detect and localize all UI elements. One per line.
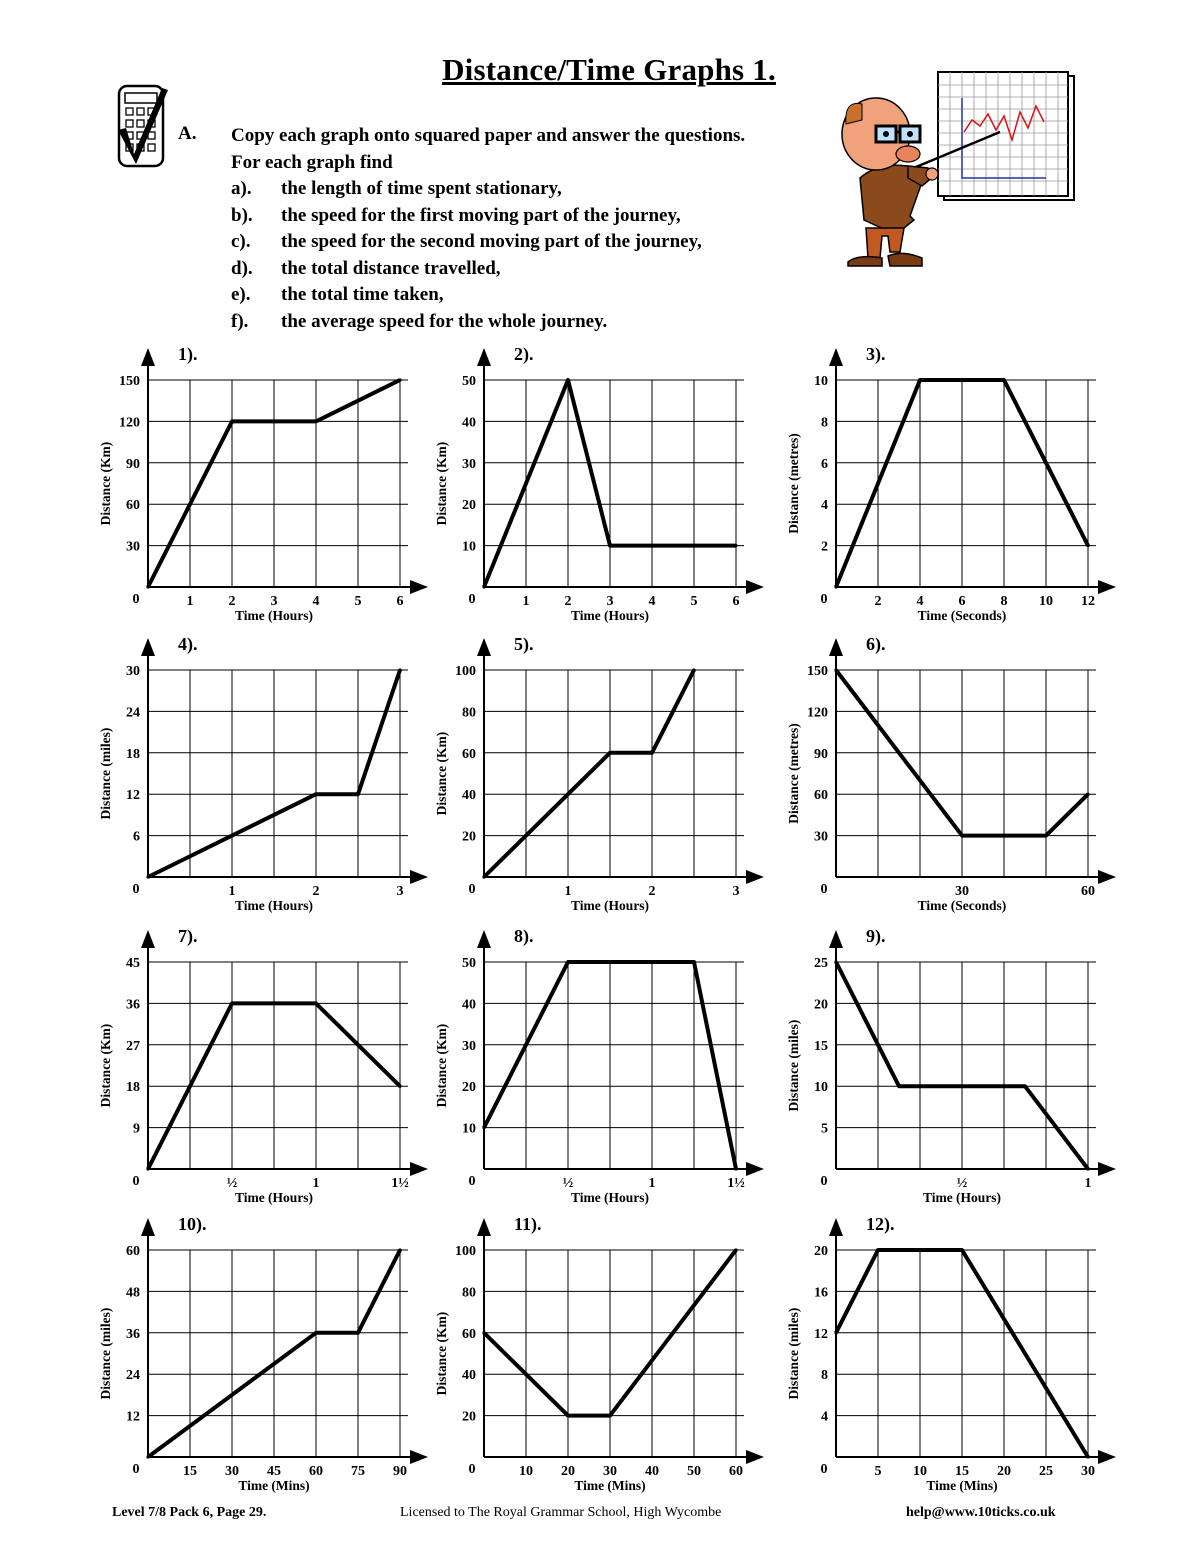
journey-point (834, 1331, 837, 1334)
journey-point (566, 1414, 569, 1417)
x-axis-label: Time (Hours) (234, 1190, 314, 1205)
y-axis-arrow (829, 930, 843, 948)
y-tick-label: 16 (814, 1285, 828, 1301)
y-tick-label: 60 (462, 746, 476, 762)
distance-time-graph (434, 926, 764, 1205)
x-tick-label: 1 (1084, 1176, 1092, 1191)
journey-point (230, 420, 233, 423)
page-title: Distance/Time Graphs 1. (442, 52, 776, 87)
x-axis-label: Time (Hours) (570, 608, 650, 623)
y-tick-label: 6 (821, 456, 828, 472)
y-tick-label: 10 (462, 539, 476, 555)
x-axis-arrow (1098, 1162, 1116, 1176)
journey-point (692, 960, 695, 963)
y-tick-label: 20 (462, 1409, 476, 1425)
x-tick-label: 2 (228, 594, 236, 609)
x-axis-arrow (1098, 1450, 1116, 1464)
graph-number: 7). (178, 926, 198, 946)
journey-point (566, 378, 569, 381)
x-tick-label: 45 (267, 1464, 281, 1479)
y-tick-label: 40 (462, 1368, 476, 1384)
x-tick-label: 2 (874, 594, 882, 609)
graph-number: 10). (178, 1214, 207, 1234)
distance-time-graph (434, 344, 764, 623)
x-axis-arrow (410, 1162, 428, 1176)
x-tick-label: 50 (687, 1464, 701, 1479)
y-tick-label: 27 (126, 1038, 140, 1054)
y-tick-label: 40 (462, 415, 476, 431)
origin-label: 0 (132, 1174, 140, 1189)
x-tick-label: 3 (270, 594, 278, 609)
footer-contact: help@www.10ticks.co.uk (906, 1505, 1056, 1520)
x-tick-label: 1 (312, 1176, 320, 1191)
origin-label: 0 (468, 1174, 476, 1189)
y-tick-label: 80 (462, 705, 476, 721)
origin-label: 0 (468, 882, 476, 897)
journey-point (650, 751, 653, 754)
y-tick-label: 30 (126, 539, 140, 555)
journey-point (482, 585, 485, 588)
journey-point (146, 1167, 149, 1170)
y-axis-label: Distance (Km) (98, 441, 113, 526)
x-tick-label: ½ (562, 1176, 574, 1191)
x-tick-label: 4 (916, 594, 924, 609)
footer-license: Licensed to The Royal Grammar School, High Wycombe (400, 1505, 722, 1520)
x-tick-label: 5 (690, 594, 698, 609)
y-tick-label: 12 (814, 1326, 828, 1342)
x-axis-arrow (410, 870, 428, 884)
y-axis-arrow (141, 348, 155, 366)
y-tick-label: 150 (807, 664, 828, 679)
x-tick-label: 1½ (391, 1176, 409, 1191)
journey-line (484, 670, 694, 877)
y-tick-label: 4 (821, 498, 828, 514)
question-text: the average speed for the whole journey. (281, 310, 608, 332)
x-axis-arrow (746, 580, 764, 594)
journey-point (1086, 793, 1089, 796)
journey-point (834, 960, 837, 963)
y-tick-label: 2 (821, 539, 828, 555)
graph-number: 2). (514, 344, 534, 364)
x-tick-label: 3 (606, 594, 614, 609)
x-tick-label: 5 (874, 1464, 882, 1479)
y-tick-label: 12 (126, 1409, 140, 1425)
distance-time-graph (98, 634, 428, 913)
y-axis-arrow (829, 1218, 843, 1236)
journey-point (482, 1126, 485, 1129)
journey-point (356, 793, 359, 796)
y-tick-label: 90 (126, 456, 140, 472)
question-label: f). (231, 310, 249, 332)
y-tick-label: 20 (462, 498, 476, 514)
x-axis-label: Time (Seconds) (917, 608, 1007, 623)
journey-point (1086, 1167, 1089, 1170)
y-tick-label: 100 (455, 1244, 476, 1259)
y-axis-arrow (477, 348, 491, 366)
origin-label: 0 (820, 1174, 828, 1189)
journey-point (1023, 1085, 1026, 1088)
y-axis-arrow (829, 638, 843, 656)
journey-point (314, 1331, 317, 1334)
y-tick-label: 90 (814, 746, 828, 762)
footer-page-ref: Level 7/8 Pack 6, Page 29. (112, 1505, 267, 1520)
journey-point (1044, 834, 1047, 837)
y-tick-label: 40 (462, 997, 476, 1013)
x-tick-label: 30 (603, 1464, 617, 1479)
x-tick-label: 6 (958, 594, 966, 609)
x-tick-label: 12 (1081, 594, 1095, 609)
journey-point (960, 834, 963, 837)
journey-point (398, 378, 401, 381)
graph-number: 12). (866, 1214, 895, 1234)
y-tick-label: 12 (126, 788, 140, 804)
journey-point (734, 1248, 737, 1251)
y-tick-label: 100 (455, 664, 476, 679)
question-text: the speed for the second moving part of the journey, (281, 231, 702, 252)
x-axis-arrow (1098, 870, 1116, 884)
y-tick-label: 120 (119, 415, 140, 431)
x-tick-label: 6 (396, 594, 404, 609)
x-axis-arrow (746, 1162, 764, 1176)
question-label: a). (231, 178, 252, 199)
question-label: e). (231, 284, 251, 305)
y-axis-arrow (477, 638, 491, 656)
y-axis-label: Distance (Km) (434, 731, 449, 816)
distance-time-graph (434, 634, 764, 913)
y-tick-label: 10 (814, 1080, 828, 1096)
origin-label: 0 (132, 1462, 140, 1477)
y-axis-arrow (477, 1218, 491, 1236)
x-tick-label: 30 (955, 884, 969, 899)
x-tick-label: 15 (183, 1464, 197, 1479)
y-axis-label: Distance (metres) (786, 433, 801, 534)
x-tick-label: 75 (351, 1464, 365, 1479)
journey-point (1002, 378, 1005, 381)
x-axis-label: Time (Hours) (570, 898, 650, 913)
origin-label: 0 (820, 1462, 828, 1477)
graph-number: 9). (866, 926, 886, 946)
x-tick-label: 60 (729, 1464, 743, 1479)
x-tick-label: 1 (186, 594, 194, 609)
x-tick-label: 1 (228, 884, 236, 899)
distance-time-graph (786, 344, 1116, 623)
x-tick-label: 8 (1000, 594, 1008, 609)
journey-point (146, 1455, 149, 1458)
y-tick-label: 30 (814, 829, 828, 845)
y-tick-label: 15 (814, 1038, 828, 1054)
journey-point (692, 668, 695, 671)
x-axis-label: Time (Hours) (570, 1190, 650, 1205)
distance-time-graph (786, 1214, 1116, 1493)
x-axis-label: Time (Seconds) (917, 898, 1007, 913)
y-tick-label: 4 (821, 1409, 828, 1425)
x-axis-arrow (746, 1450, 764, 1464)
y-tick-label: 10 (462, 1121, 476, 1137)
x-axis-arrow (1098, 580, 1116, 594)
y-axis-arrow (141, 930, 155, 948)
y-tick-label: 5 (821, 1121, 828, 1137)
x-axis-label: Time (Hours) (922, 1190, 1002, 1205)
question-label: c). (231, 231, 251, 252)
y-tick-label: 20 (462, 1080, 476, 1096)
intro-line: For each graph find (231, 151, 393, 173)
y-tick-label: 9 (133, 1121, 140, 1137)
journey-point (314, 1002, 317, 1005)
y-tick-label: 80 (462, 1285, 476, 1301)
journey-point (314, 793, 317, 796)
question-text: the total distance travelled, (281, 257, 501, 279)
x-tick-label: 2 (312, 884, 320, 899)
y-tick-label: 60 (126, 498, 140, 514)
origin-label: 0 (468, 1462, 476, 1477)
y-axis-label: Distance (Km) (98, 1023, 113, 1108)
x-axis-arrow (410, 1450, 428, 1464)
graph-number: 8). (514, 926, 534, 946)
journey-point (566, 960, 569, 963)
graph-number: 6). (866, 634, 886, 654)
y-tick-label: 25 (814, 956, 828, 971)
question-label: d). (231, 257, 253, 279)
x-tick-label: 5 (354, 594, 362, 609)
x-tick-label: 40 (645, 1464, 659, 1479)
distance-time-graph (98, 926, 428, 1205)
x-tick-label: 30 (225, 1464, 239, 1479)
journey-point (608, 544, 611, 547)
x-tick-label: 3 (732, 884, 740, 899)
y-axis-arrow (477, 930, 491, 948)
x-tick-label: 15 (955, 1464, 969, 1479)
x-tick-label: 25 (1039, 1464, 1053, 1479)
journey-point (146, 585, 149, 588)
x-tick-label: 10 (1039, 594, 1053, 609)
x-tick-label: ½ (956, 1176, 968, 1191)
y-tick-label: 48 (126, 1285, 140, 1301)
journey-point (1086, 1455, 1089, 1458)
journey-point (834, 585, 837, 588)
y-axis-label: Distance (miles) (786, 1019, 801, 1112)
y-tick-label: 8 (821, 1368, 828, 1384)
journey-point (608, 751, 611, 754)
question-text: the length of time spent stationary, (281, 178, 562, 199)
x-tick-label: 2 (564, 594, 572, 609)
y-tick-label: 50 (462, 956, 476, 971)
y-axis-arrow (829, 348, 843, 366)
x-axis-arrow (746, 870, 764, 884)
x-tick-label: 3 (396, 884, 404, 899)
x-tick-label: 10 (519, 1464, 533, 1479)
graph-number: 5). (514, 634, 534, 654)
question-text: the total time taken, (281, 284, 444, 305)
graph-number: 3). (866, 344, 886, 364)
x-axis-label: Time (Mins) (238, 1478, 310, 1493)
distance-time-graph (434, 1214, 764, 1493)
journey-point (960, 1248, 963, 1251)
journey-point (876, 1248, 879, 1251)
y-axis-arrow (141, 638, 155, 656)
y-tick-label: 120 (807, 705, 828, 721)
origin-label: 0 (820, 592, 828, 607)
journey-point (356, 1331, 359, 1334)
origin-label: 0 (132, 592, 140, 607)
journey-point (918, 378, 921, 381)
y-tick-label: 8 (821, 415, 828, 431)
y-tick-label: 36 (126, 997, 140, 1013)
question-label: b). (231, 204, 253, 226)
y-tick-label: 150 (119, 374, 140, 389)
journey-point (314, 420, 317, 423)
x-tick-label: 30 (1081, 1464, 1095, 1479)
y-axis-label: Distance (Km) (434, 1023, 449, 1108)
y-tick-label: 30 (462, 456, 476, 472)
journey-point (398, 1085, 401, 1088)
y-tick-label: 40 (462, 788, 476, 804)
y-tick-label: 20 (814, 997, 828, 1013)
section-label: A. (178, 123, 197, 144)
x-tick-label: 4 (312, 594, 320, 609)
x-tick-label: 6 (732, 594, 740, 609)
graph-number: 4). (178, 634, 198, 654)
journey-point (398, 1248, 401, 1251)
x-tick-label: 1½ (727, 1176, 745, 1191)
journey-point (482, 875, 485, 878)
question-text: the speed for the first moving part of the journey, (281, 204, 681, 226)
y-tick-label: 18 (126, 1080, 140, 1096)
x-tick-label: 1 (522, 594, 530, 609)
y-axis-label: Distance (Km) (434, 1311, 449, 1396)
y-tick-label: 60 (126, 1244, 140, 1259)
y-tick-label: 50 (462, 374, 476, 389)
journey-point (482, 1331, 485, 1334)
y-tick-label: 10 (814, 374, 828, 389)
x-axis-label: Time (Mins) (926, 1478, 998, 1493)
origin-label: 0 (820, 882, 828, 897)
y-axis-label: Distance (metres) (786, 723, 801, 824)
y-tick-label: 36 (126, 1326, 140, 1342)
intro-line: Copy each graph onto squared paper and answer the questions. (231, 125, 746, 146)
y-axis-label: Distance (miles) (98, 1307, 113, 1400)
journey-point (608, 1414, 611, 1417)
journey-point (146, 875, 149, 878)
y-tick-label: 30 (462, 1038, 476, 1054)
y-tick-label: 20 (462, 829, 476, 845)
graph-number: 1). (178, 344, 198, 364)
distance-time-graph (98, 1214, 428, 1493)
x-axis-label: Time (Hours) (234, 608, 314, 623)
x-tick-label: 60 (1081, 884, 1095, 899)
x-axis-label: Time (Hours) (234, 898, 314, 913)
x-tick-label: 10 (913, 1464, 927, 1479)
x-tick-label: 4 (648, 594, 656, 609)
y-axis-label: Distance (miles) (786, 1307, 801, 1400)
y-tick-label: 18 (126, 746, 140, 762)
y-axis-label: Distance (miles) (98, 727, 113, 820)
y-tick-label: 24 (126, 1368, 140, 1384)
x-tick-label: ½ (226, 1176, 238, 1191)
x-tick-label: 60 (309, 1464, 323, 1479)
journey-point (734, 1167, 737, 1170)
x-tick-label: 1 (648, 1176, 656, 1191)
x-axis-label: Time (Mins) (574, 1478, 646, 1493)
y-axis-arrow (141, 1218, 155, 1236)
y-tick-label: 24 (126, 705, 140, 721)
y-tick-label: 6 (133, 829, 140, 845)
y-tick-label: 60 (814, 788, 828, 804)
x-tick-label: 20 (997, 1464, 1011, 1479)
distance-time-graph (786, 926, 1116, 1205)
origin-label: 0 (132, 882, 140, 897)
x-tick-label: 1 (564, 884, 572, 899)
y-tick-label: 60 (462, 1326, 476, 1342)
y-axis-label: Distance (Km) (434, 441, 449, 526)
y-tick-label: 20 (814, 1244, 828, 1259)
journey-point (834, 668, 837, 671)
x-tick-label: 90 (393, 1464, 407, 1479)
journey-point (897, 1085, 900, 1088)
x-axis-arrow (410, 580, 428, 594)
x-tick-label: 2 (648, 884, 656, 899)
graph-number: 11). (514, 1214, 542, 1234)
journey-point (398, 668, 401, 671)
distance-time-graph (98, 344, 428, 623)
journey-point (230, 1002, 233, 1005)
y-tick-label: 30 (126, 664, 140, 679)
distance-time-graph (786, 634, 1116, 913)
x-tick-label: 20 (561, 1464, 575, 1479)
y-tick-label: 45 (126, 956, 140, 971)
origin-label: 0 (468, 592, 476, 607)
journey-point (734, 544, 737, 547)
journey-point (1086, 544, 1089, 547)
